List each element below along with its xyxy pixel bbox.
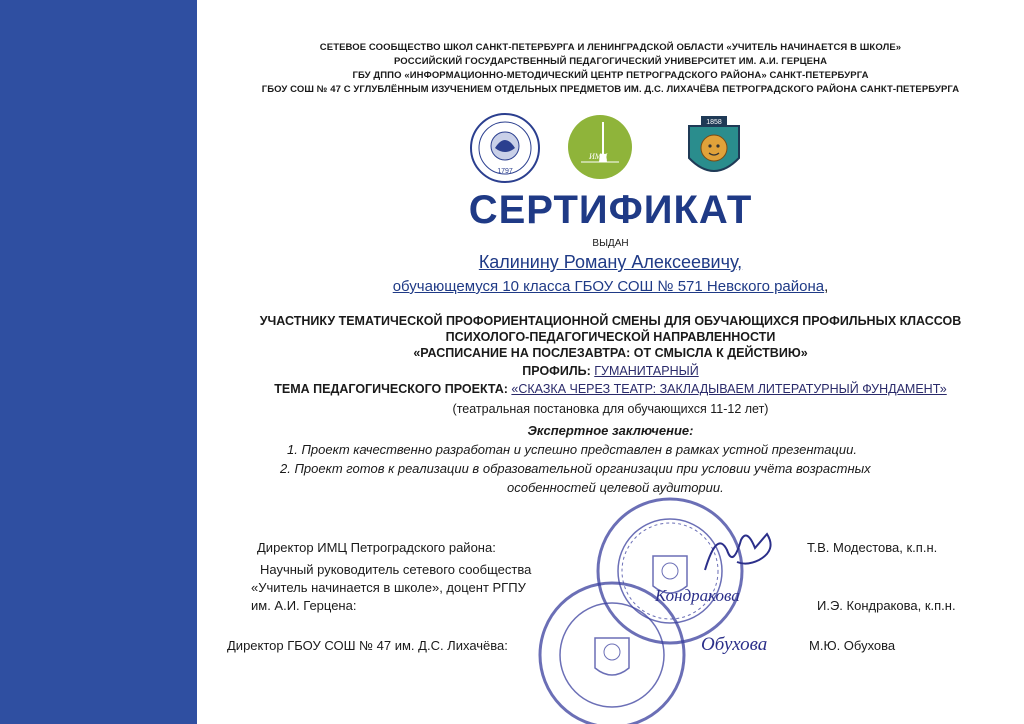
imc-logo [567,114,633,180]
header-line-1: СЕТЕВОЕ СООБЩЕСТВО ШКОЛ САНКТ-ПЕТЕРБУРГА И ЛЕНИНГРАДСКОЙ ОБЛАСТИ «УЧИТЕЛЬ НАЧИНАЕТСЯ В ШКОЛЕ» [319,42,902,53]
left-blue-band [0,0,197,724]
signer-2-role-line-3: им. А.И. Герцена: [251,598,357,613]
header-line-2: РОССИЙСКИЙ ГОСУДАРСТВЕННЫЙ ПЕДАГОГИЧЕСКИЙ УНИВЕРСИТЕТ ИМ. А.И. ГЕРЦЕНА [393,56,828,67]
issued-label: ВЫДАН [592,238,629,249]
certificate-page [197,0,1024,724]
signature-kondrakova: Кондракова [655,586,740,605]
university-year: 1797 [497,168,513,175]
project-label: ТЕМА ПЕДАГОГИЧЕСКОГО ПРОЕКТА: [274,382,512,396]
school-year: 1858 [706,119,722,126]
signer-1-role: Директор ИМЦ Петроградского района: [257,540,496,555]
signer-2-role-line-1: Научный руководитель сетевого сообщества [260,562,532,577]
signer-2-role-line-2: «Учитель начинается в школе», доцент РГПУ [251,580,526,595]
conclusion-title: Экспертное заключение: [527,423,694,438]
school-crest-logo [679,112,749,184]
profile-value: ГУМАНИТАРНЫЙ [594,364,699,378]
imc-logo-text: ИМЦ [589,152,608,161]
project-note: (театральная постановка для обучающихся 11-12 лет) [452,402,769,416]
project-line [197,382,1024,396]
conclusion-item-2-cont: особенностей целевой аудитории. [507,480,724,495]
conclusion-item-2: 2. Проект готов к реализации в образовательной организации при условии учёта возрастных [280,461,871,476]
participant-line-2: ПСИХОЛОГО-ПЕДАГОГИЧЕСКОЙ НАПРАВЛЕННОСТИ [445,330,776,344]
signer-2-name: И.Э. Кондракова, к.п.н. [817,598,956,613]
recipient-name [197,252,1024,273]
profile-label: ПРОФИЛЬ: [522,364,595,378]
student-comma: , [824,278,829,295]
header-line-3: ГБУ ДППО «ИНФОРМАЦИОННО-МЕТОДИЧЕСКИЙ ЦЕНТР ПЕТРОГРАДСКОГО РАЙОНА» САНКТ-ПЕТЕРБУРГА [352,70,869,81]
recipient-name-text: Калинину Роману Алексеевичу, [478,252,743,272]
conclusion-item-1: 1. Проект качественно разработан и успешно представлен в рамках устной презентации. [287,442,857,457]
signature-modestova [697,520,787,580]
profile-line [197,364,1024,378]
recipient-student-text: обучающемуся 10 класса ГБОУ СОШ № 571 Невского района [392,278,825,295]
header-line-4: ГБОУ СОШ № 47 С УГЛУБЛЁННЫМ ИЗУЧЕНИЕМ ОТДЕЛЬНЫХ ПРЕДМЕТОВ ИМ. Д.С. ЛИХАЧЁВА ПЕТРОГРАДСКОГО РАЙОНА САНКТ-ПЕТЕРБУРГА [261,84,960,95]
signer-1-name: Т.В. Модестова, к.п.н. [807,540,938,555]
signer-3-name: М.Ю. Обухова [809,638,896,653]
participant-line-3: «РАСПИСАНИЕ НА ПОСЛЕЗАВТРА: ОТ СМЫСЛА К ДЕЙСТВИЮ» [413,346,808,360]
signature-obukhova: Обухова [701,634,768,655]
participant-line-1: УЧАСТНИКУ ТЕМАТИЧЕСКОЙ ПРОФОРИЕНТАЦИОННОЙ СМЕНЫ ДЛЯ ОБУЧАЮЩИХСЯ ПРОФИЛЬНЫХ КЛАССОВ [259,314,962,328]
certificate-title: СЕРТИФИКАТ [468,188,753,232]
university-seal-logo [469,112,541,184]
recipient-student-line [197,278,1024,295]
signer-3-role: Директор ГБОУ СОШ № 47 им. Д.С. Лихачёва: [227,638,508,653]
project-value: «СКАЗКА ЧЕРЕЗ ТЕАТР: ЗАКЛАДЫВАЕМ ЛИТЕРАТУРНЫЙ ФУНДАМЕНТ» [511,382,947,396]
